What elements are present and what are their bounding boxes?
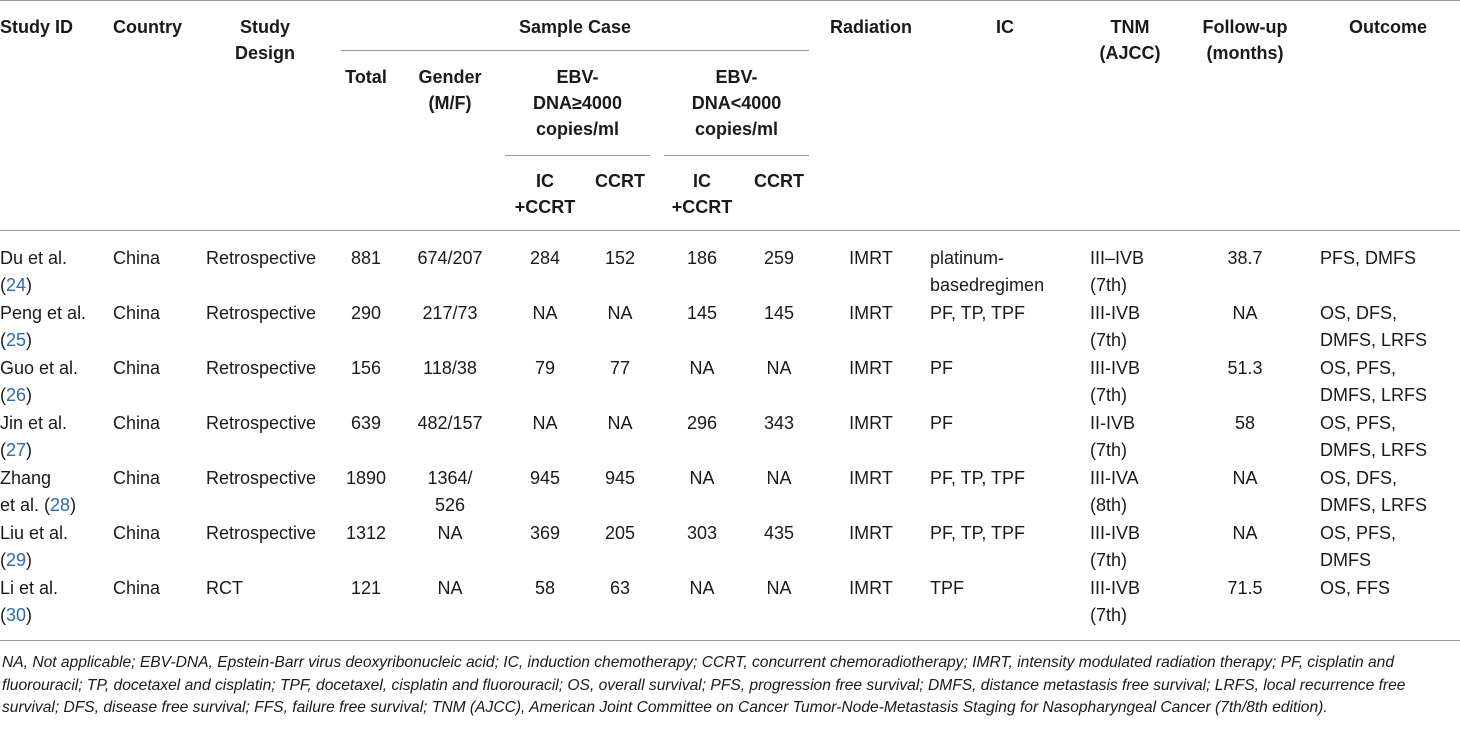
cell-total: 1890 (345, 468, 387, 488)
header-ebv-low: EBV- DNA<4000 copies/ml (691, 67, 782, 139)
cell-ebv-high-ic-ccrt: NA (532, 303, 558, 323)
cell-total: 639 (350, 413, 382, 433)
cell-total: 290 (350, 303, 382, 323)
cell-gender: NA (437, 523, 463, 543)
cell-ebv-high-ic-ccrt: 79 (534, 358, 556, 378)
cell-radiation: IMRT (849, 303, 893, 323)
cell-tnm: III-IVB (7th) (1090, 303, 1141, 350)
cell-ebv-high-ic-ccrt: 369 (529, 523, 561, 543)
cell-radiation: IMRT (849, 468, 893, 488)
reference-link[interactable]: 24 (6, 275, 27, 295)
cell-ebv-low-ccrt: 145 (763, 303, 795, 323)
cell-tnm: III-IVB (7th) (1090, 358, 1141, 405)
ebv-high-rule (505, 155, 650, 156)
cell-outcome: OS, PFS, DMFS (1320, 523, 1397, 570)
cell-radiation: IMRT (849, 523, 893, 543)
cell-ic: PF (930, 413, 954, 433)
cell-outcome: OS, DFS, DMFS, LRFS (1320, 468, 1428, 515)
cell-outcome: OS, FFS (1320, 578, 1391, 598)
cell-follow-up: 71.5 (1227, 578, 1263, 598)
header-study-design: Study Design (234, 17, 295, 63)
cell-follow-up: NA (1232, 303, 1258, 323)
cell-ebv-low-ic-ccrt: NA (689, 578, 715, 598)
cell-ebv-low-ccrt: 343 (763, 413, 795, 433)
cell-radiation: IMRT (849, 248, 893, 268)
reference-link[interactable]: 26 (6, 385, 27, 405)
cell-outcome: PFS, DMFS (1320, 248, 1417, 268)
cell-ebv-high-ccrt: 63 (609, 578, 631, 598)
cell-ebv-high-ic-ccrt: 284 (529, 248, 561, 268)
cell-follow-up: NA (1232, 523, 1258, 543)
cell-follow-up: 58 (1234, 413, 1256, 433)
cell-outcome: OS, DFS, DMFS, LRFS (1320, 303, 1428, 350)
cell-follow-up: 51.3 (1227, 358, 1263, 378)
cell-ebv-low-ccrt: NA (766, 578, 792, 598)
cell-study-id: Peng et al. (25) (0, 303, 87, 350)
cell-total: 881 (350, 248, 382, 268)
header-tnm: TNM (AJCC) (1099, 17, 1161, 63)
cell-ebv-high-ccrt: 205 (604, 523, 636, 543)
cell-ebv-low-ic-ccrt: NA (689, 358, 715, 378)
cell-ebv-low-ccrt: 435 (763, 523, 795, 543)
cell-design: Retrospective (206, 468, 317, 488)
cell-ebv-high-ic-ccrt: 58 (534, 578, 556, 598)
ebv-low-rule (664, 155, 809, 156)
cell-ebv-low-ic-ccrt: NA (689, 468, 715, 488)
cell-country: China (113, 303, 161, 323)
reference-link[interactable]: 30 (6, 605, 27, 625)
cell-ebv-low-ccrt: NA (766, 468, 792, 488)
cell-country: China (113, 413, 161, 433)
cell-tnm: III-IVB (7th) (1090, 523, 1141, 570)
cell-study-id: Li et al. (30) (0, 578, 59, 625)
cell-ebv-low-ic-ccrt: 145 (686, 303, 718, 323)
cell-ebv-low-ic-ccrt: 303 (686, 523, 718, 543)
cell-study-id: Du et al. (24) (0, 248, 68, 295)
cell-ebv-high-ic-ccrt: 945 (529, 468, 561, 488)
cell-total: 1312 (345, 523, 387, 543)
cell-ic: PF, TP, TPF (930, 468, 1026, 488)
cell-ebv-high-ccrt: NA (607, 303, 633, 323)
reference-link[interactable]: 27 (6, 440, 27, 460)
cell-ic: PF (930, 358, 954, 378)
cell-ic: platinum- basedregimen (930, 248, 1045, 295)
header-country: Country (113, 17, 182, 37)
header-study-id: Study ID (0, 17, 74, 37)
cell-ic: TPF (930, 578, 964, 598)
header-ic: IC (996, 17, 1014, 37)
cell-gender: 674/207 (417, 248, 483, 268)
cell-country: China (113, 468, 161, 488)
cell-design: Retrospective (206, 413, 317, 433)
cell-tnm: II-IVB (7th) (1090, 413, 1136, 460)
reference-link[interactable]: 25 (6, 330, 27, 350)
header-bottom-rule (0, 230, 1460, 231)
cell-design: RCT (206, 578, 243, 598)
cell-study-id: Jin et al. (27) (0, 413, 68, 460)
cell-follow-up: 38.7 (1227, 248, 1263, 268)
cell-tnm: III-IVA (8th) (1090, 468, 1139, 515)
cell-follow-up: NA (1232, 468, 1258, 488)
cell-country: China (113, 578, 161, 598)
cell-ebv-low-ccrt: 259 (763, 248, 795, 268)
cell-gender: 118/38 (423, 358, 477, 378)
header-sample-case: Sample Case (518, 17, 632, 37)
cell-country: China (113, 358, 161, 378)
cell-country: China (113, 248, 161, 268)
cell-tnm: III–IVB (7th) (1090, 248, 1145, 295)
cell-design: Retrospective (206, 523, 317, 543)
cell-ebv-high-ccrt: 945 (604, 468, 636, 488)
top-rule (0, 0, 1460, 1)
cell-study-id: Guo et al. (26) (0, 358, 79, 405)
cell-radiation: IMRT (849, 358, 893, 378)
header-lo-ic-ccrt: IC +CCRT (671, 171, 733, 217)
table-bottom-rule (0, 640, 1460, 641)
sample-case-rule (341, 50, 809, 51)
cell-design: Retrospective (206, 248, 317, 268)
cell-gender: NA (437, 578, 463, 598)
cell-tnm: III-IVB (7th) (1090, 578, 1141, 625)
header-gender: Gender (M/F) (418, 67, 482, 113)
cell-study-id: Zhang et al. (28) (0, 468, 77, 515)
header-radiation: Radiation (829, 17, 912, 37)
header-ebv-high: EBV- DNA≥4000 copies/ml (533, 67, 622, 139)
cell-outcome: OS, PFS, DMFS, LRFS (1320, 413, 1428, 460)
header-outcome: Outcome (1348, 17, 1427, 37)
cell-study-id: Liu et al. (29) (0, 523, 69, 570)
cell-ic: PF, TP, TPF (930, 523, 1026, 543)
cell-gender: 1364/ 526 (427, 468, 473, 515)
cell-ebv-low-ic-ccrt: 296 (686, 413, 718, 433)
cell-ic: PF, TP, TPF (930, 303, 1026, 323)
cell-total: 156 (350, 358, 382, 378)
cell-gender: 482/157 (417, 413, 483, 433)
cell-radiation: IMRT (849, 413, 893, 433)
header-hi-ccrt: CCRT (595, 171, 645, 191)
cell-ebv-low-ic-ccrt: 186 (686, 248, 718, 268)
header-total: Total (345, 67, 387, 87)
header-lo-ccrt: CCRT (754, 171, 804, 191)
cell-radiation: IMRT (849, 578, 893, 598)
cell-ebv-high-ic-ccrt: NA (532, 413, 558, 433)
cell-ebv-high-ccrt: 77 (609, 358, 631, 378)
cell-outcome: OS, PFS, DMFS, LRFS (1320, 358, 1428, 405)
cell-total: 121 (350, 578, 382, 598)
reference-link[interactable]: 28 (50, 495, 71, 515)
cell-gender: 217/73 (422, 303, 478, 323)
reference-link[interactable]: 29 (6, 550, 27, 570)
cell-ebv-high-ccrt: NA (607, 413, 633, 433)
header-hi-ic-ccrt: IC +CCRT (514, 171, 576, 217)
cell-ebv-low-ccrt: NA (766, 358, 792, 378)
cell-country: China (113, 523, 161, 543)
header-follow-up: Follow-up (months) (1202, 17, 1288, 63)
table-footnote: NA, Not applicable; EBV-DNA, Epstein-Barr virus deoxyribonucleic acid; IC, induction chemotherapy; CCRT, concurrent chemoradiotherapy; IMRT, intensity modulated radiation therapy; PF, cisplatin and fluorouracil; TP, docetaxel and cisplatin; TPF, docetaxel, cisplatin and fluorouracil; OS, overall survival; PFS, progression free survival; DMFS, distance metastasis free survival; LRFS, local recurrence free survival; DFS, disease free survival; FFS, failure free survival; TNM (AJCC), American Joint Committee on Cancer Tumor-Node-Metastasis Staging for Nasopharyngeal Cancer (7th/8th edition). (2, 654, 1406, 716)
cell-ebv-high-ccrt: 152 (604, 248, 636, 268)
cell-design: Retrospective (206, 303, 317, 323)
cell-design: Retrospective (206, 358, 317, 378)
